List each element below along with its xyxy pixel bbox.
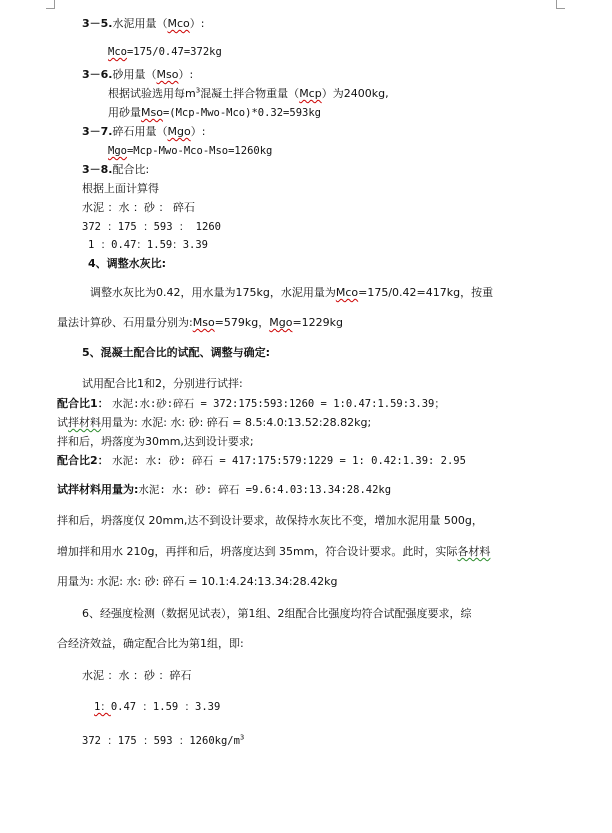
final-ratio-normalized xyxy=(94,700,220,714)
abbr: Mco xyxy=(335,286,359,299)
text-underlined: 1： xyxy=(94,701,111,713)
mix-2-para-2 xyxy=(57,545,490,559)
mix-2-para-1: 拌和后，坍落度仅 20mm,达不到设计要求，故保持水灰比不变，增加水泥用量 500g， xyxy=(57,514,483,527)
ratio-header: 水泥 ：水 ：砂 ： 碎石 xyxy=(82,201,195,214)
text: 0.47 ：1.59 ：3.39 xyxy=(110,701,221,713)
text: 水泥: 水: 砂: 碎石 =9.6:4.03:13.34:28.42kg xyxy=(138,484,392,496)
text: 试 xyxy=(57,416,68,429)
mix-1 xyxy=(57,397,445,411)
gravel-formula xyxy=(108,144,272,158)
formula-text: =Mcp-Mwo-Mco-Mso=1260kg xyxy=(126,145,273,157)
mix-1-material xyxy=(57,416,371,430)
abbr: Mgo xyxy=(167,125,191,138)
final-ratio-header: 水泥 ：水 ：砂 ：碎石 xyxy=(82,669,192,682)
superscript: 3 xyxy=(195,86,201,95)
calc-intro: 根据上面计算得 xyxy=(82,182,159,195)
text: 用砂量 xyxy=(108,106,141,119)
final-ratio-values xyxy=(82,734,244,748)
section-5-title: 5、混凝土配合比的试配、调整与确定: xyxy=(82,346,271,359)
heading-number: 3－5. xyxy=(82,17,113,30)
cement-formula xyxy=(108,45,222,59)
heading-close: ）: xyxy=(178,68,194,81)
superscript: 3 xyxy=(239,733,245,742)
text: 混凝土拌合物重量（ xyxy=(200,87,300,100)
section-4-para-2 xyxy=(57,316,343,330)
mix-1-result: 拌和后，坍落度为30mm,达到设计要求; xyxy=(57,435,254,448)
abbr: Mco xyxy=(167,17,190,30)
mix-2-para-3: 用量为: 水泥: 水: 砂: 碎石 = 10.1:4.24:13.34:28.42kg xyxy=(57,575,338,588)
text: =175/0.42=417kg，按重 xyxy=(358,286,494,299)
sand-line-1 xyxy=(108,87,389,101)
text: 水泥:水:砂:碎石 = 372:175:593:1260 = 1:0.47:1.59:3.39； xyxy=(112,398,445,410)
section-4-title: 4、调整水灰比: xyxy=(88,257,167,270)
abbr: Mgo xyxy=(269,316,293,329)
heading-3-5 xyxy=(82,17,205,31)
text: ）为2400kg, xyxy=(321,87,389,100)
ratio-values: 372 ：175 ：593 ： 1260 xyxy=(82,221,221,233)
text: 水泥: 水: 砂: 碎石 = 417:175:579:1229 = 1: 0.42:1.39: 2.95 xyxy=(112,455,466,467)
abbr: Mso xyxy=(156,68,179,81)
text-underlined: 各材料 xyxy=(457,545,491,558)
formula-text: =(Mcp-Mwo-Mco)*0.32=593kg xyxy=(162,107,321,119)
heading-3-6 xyxy=(82,68,193,82)
heading-number: 3－8. xyxy=(82,163,113,176)
abbr: Mcp xyxy=(299,87,322,100)
section-6-para-1: 6、经强度检测（数据见试表），第1组、2组配合比强度均符合试配强度要求，综 xyxy=(82,607,472,620)
heading-3-7 xyxy=(82,125,205,139)
abbr: Mgo xyxy=(108,145,127,157)
section-5-intro: 试用配合比1和2，分别进行试拌: xyxy=(82,377,243,390)
section-6-para-2: 合经济效益，确定配合比为第1组，即: xyxy=(57,637,244,650)
heading-text: 水泥用量（ xyxy=(112,17,168,30)
heading-close: ）: xyxy=(189,17,205,30)
formula-text: =175/0.47=372kg xyxy=(126,46,222,58)
heading-close: ）: xyxy=(190,125,206,138)
text: 372 ：175 ：593 ：1260kg/m xyxy=(82,735,240,747)
label: 配合比1： xyxy=(57,397,109,410)
sand-line-2 xyxy=(108,106,321,120)
abbr: Mso xyxy=(141,106,163,119)
text: =1229kg xyxy=(292,316,344,329)
heading-number: 3－6. xyxy=(82,68,113,81)
unit: m xyxy=(185,87,196,100)
text: 增加拌和用水 210g，再拌和后，坍落度达到 35mm，符合设计要求。此时，实际 xyxy=(57,545,458,558)
label: 配合比2： xyxy=(57,454,109,467)
heading-text: 碎石用量（ xyxy=(112,125,168,138)
heading-number: 3－7. xyxy=(82,125,113,138)
text-underlined: 拌材料 xyxy=(68,416,101,429)
page-corner-mark-left xyxy=(46,0,55,9)
text: 量法计算砂、石用量分别为: xyxy=(57,316,193,329)
heading-3-8 xyxy=(82,163,149,177)
text: 调整水灰比为0.42，用水量为175kg，水泥用量为 xyxy=(90,286,336,299)
ratio-normalized: 1 ：0.47：1.59：3.39 xyxy=(88,239,209,251)
page-corner-mark-right xyxy=(556,0,565,9)
heading-text: 砂用量（ xyxy=(112,68,157,81)
text: =579kg， xyxy=(214,316,270,329)
mix-2-material xyxy=(57,483,391,497)
text: 用量为: 水泥: 水: 砂: 碎石 = 8.5:4.0:13.52:28.82kg; xyxy=(101,416,372,429)
label: 试拌材料用量为: xyxy=(57,483,139,496)
section-4-para-1 xyxy=(90,286,493,300)
heading-text: 配合比: xyxy=(112,163,150,176)
mix-2 xyxy=(57,454,466,468)
abbr: Mco xyxy=(108,46,127,58)
abbr: Mso xyxy=(192,316,215,329)
text: 根据试验选用每 xyxy=(108,87,185,100)
